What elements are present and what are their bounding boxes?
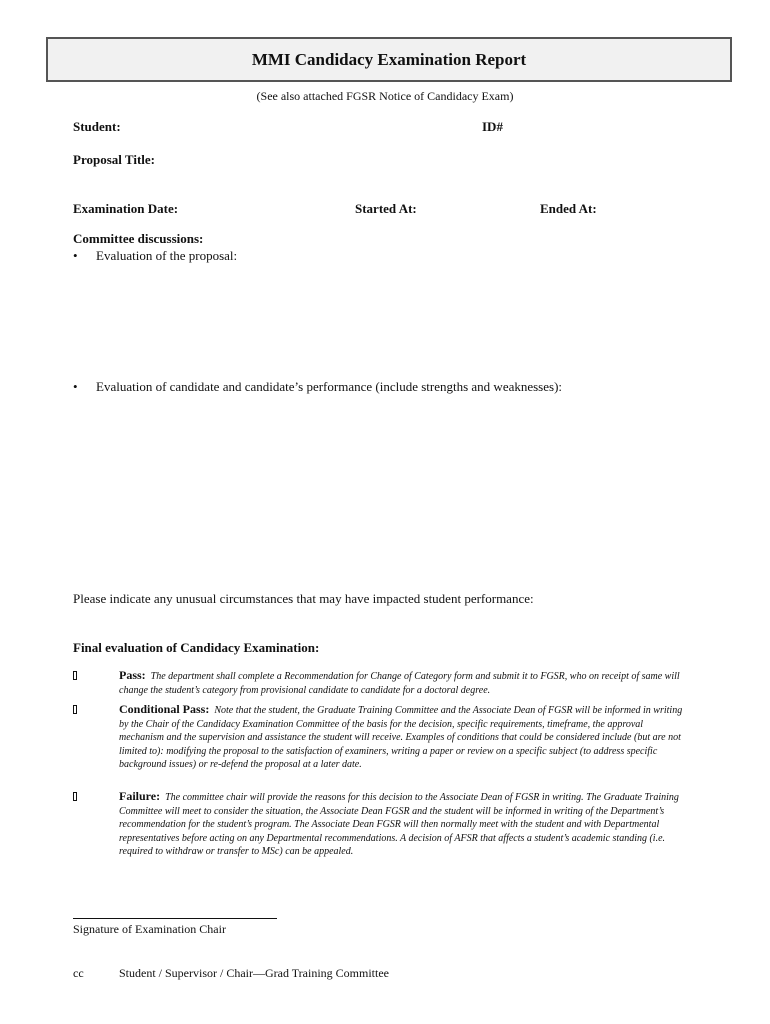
conditional-pass-label: Conditional Pass: — [119, 702, 210, 716]
proposal-title-label: Proposal Title: — [73, 152, 155, 167]
pass-checkbox[interactable] — [73, 671, 77, 680]
list-item — [73, 248, 237, 264]
student-label: Student: — [73, 119, 121, 134]
cc-recipients: Student / Supervisor / Chair—Grad Training Committee — [119, 966, 389, 980]
id-label: ID# — [482, 119, 503, 134]
signature-line — [73, 918, 277, 919]
bullet: • — [73, 379, 78, 394]
failure-description: The committee chair will provide the reasons for this decision to the Associate Dean of FGSR in writing. The Graduate Training Committee will meet to consider the situation, the Associate Dean FGSR and the student will be informed in writing of the Department’s recommendation for the student’s program. The Associate Dean FGSR will then normally meet with the student and with Departmental representatives before acting on any Departmental recommendations. A decision of AFSR that affects a student’s academic standing (i.e. required to withdraw or transfer to MSc) can be appealed. — [119, 792, 679, 857]
failure-checkbox[interactable] — [73, 792, 77, 801]
conditional-pass-option — [119, 703, 689, 772]
evaluation-proposal-text: Evaluation of the proposal: — [96, 248, 238, 263]
conditional-pass-checkbox[interactable] — [73, 705, 77, 714]
bullet: • — [73, 248, 78, 263]
title-box — [46, 37, 732, 82]
page-subtitle: (See also attached FGSR Notice of Candidacy Exam) — [256, 89, 514, 103]
circumstances-text: Please indicate any unusual circumstances that may have impacted student performance: — [73, 591, 534, 606]
ended-at-label: Ended At: — [540, 201, 597, 216]
evaluation-candidate-text: Evaluation of candidate and candidate’s performance (include strengths and weaknesses): — [96, 379, 563, 394]
pass-description: The department shall complete a Recommendation for Change of Category form and submit it to FGSR, who on receipt of same will change the student’s category from provisional candidate to candidate for a doctoral degree. — [119, 671, 680, 696]
committee-heading: Committee discussions: — [73, 231, 204, 246]
exam-date-label: Examination Date: — [73, 201, 179, 216]
conditional-pass-description: Note that the student, the Graduate Training Committee and the Associate Dean of FGSR will be informed in writing by the Chair of the Candidacy Examination Committee of the basis for the decision, specific requirements, timeframe, the approval mechanism and the supervision and assistance the student will receive. Examples of conditions that could be considered include (but are not limited to): modifying the proposal to the satisfaction of examiners, writing a paper or review on a specific subject (to address specific background issues) or re-defend the proposal at a later date. — [119, 705, 683, 770]
signature-label: Signature of Examination Chair — [73, 922, 226, 936]
failure-option — [119, 790, 689, 859]
failure-label: Failure: — [119, 789, 161, 803]
page-title: MMI Candidacy Examination Report — [251, 49, 527, 69]
cc-label: cc — [73, 966, 84, 980]
pass-label: Pass: — [119, 668, 146, 682]
pass-option — [119, 669, 689, 697]
started-at-label: Started At: — [355, 201, 417, 216]
final-evaluation-heading: Final evaluation of Candidacy Examination: — [73, 640, 320, 655]
list-item — [73, 379, 562, 395]
